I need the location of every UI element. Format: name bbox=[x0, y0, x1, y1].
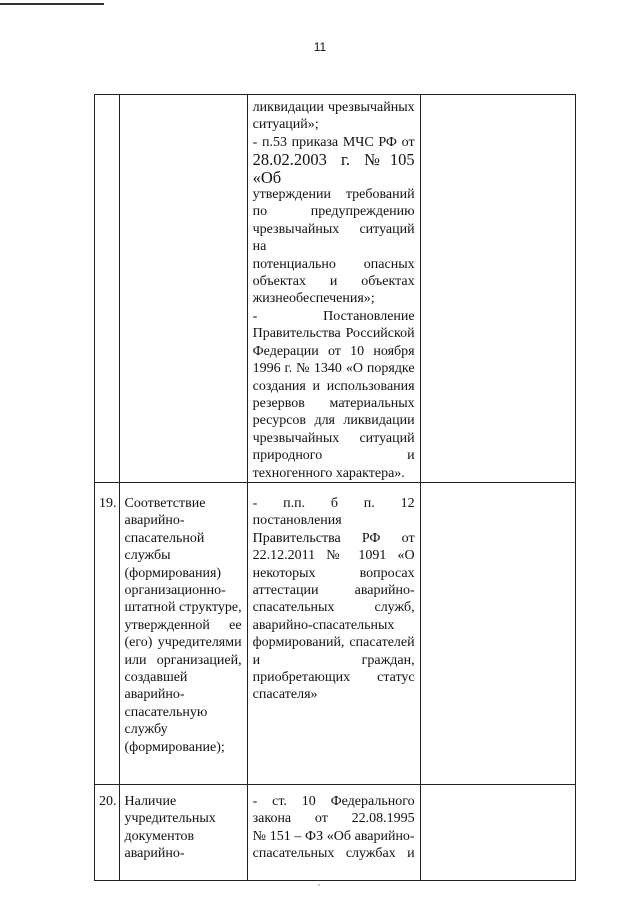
note-cell bbox=[420, 95, 575, 483]
requirement-cell bbox=[119, 784, 247, 880]
reference-line: спасательных служб, bbox=[252, 600, 415, 616]
requirement-line: (формирование); bbox=[124, 739, 225, 755]
reference-line: резервов материальных bbox=[252, 395, 415, 411]
reference-line: - п.53 приказа МЧС РФ от bbox=[252, 134, 415, 150]
page-number: 11 bbox=[313, 40, 327, 54]
requirement-line: учредительных bbox=[124, 811, 216, 827]
reference-line: некоторых вопросах bbox=[252, 565, 415, 581]
note-cell bbox=[420, 784, 575, 880]
reference-line: формирований, спасателей bbox=[252, 635, 415, 651]
reference-line: ситуаций»; bbox=[252, 117, 319, 133]
requirement-line: штатной структуре, bbox=[124, 600, 242, 616]
reference-line: Правительства РФ от bbox=[252, 530, 415, 546]
requirement-line: (формирования) bbox=[124, 565, 222, 581]
reference-line: аварийно-спасательных bbox=[252, 617, 395, 633]
reference-line: приобретающих статус bbox=[252, 670, 415, 685]
reference-line: утверждении требований bbox=[252, 187, 415, 203]
requirement-line: службу bbox=[124, 722, 168, 738]
reference-line: спасателя» bbox=[252, 687, 318, 703]
corner-mark bbox=[0, 3, 104, 5]
reference-line: природного и bbox=[252, 448, 415, 464]
requirement-line: создавшей bbox=[124, 670, 188, 685]
requirement-line: Соответствие bbox=[124, 495, 206, 511]
reference-line: чрезвычайных ситуаций на bbox=[252, 221, 415, 255]
requirement-line: спасательной bbox=[124, 530, 205, 546]
reference-line: по предупреждению bbox=[252, 204, 415, 220]
reference-line: и граждан, bbox=[252, 652, 415, 668]
row-number-cell: 20. bbox=[95, 784, 120, 880]
requirement-line: службы bbox=[124, 548, 171, 564]
requirement-line: аварийно- bbox=[124, 846, 185, 862]
requirement-line: (его) учредителями bbox=[124, 635, 242, 651]
reference-line: создания и использования bbox=[252, 378, 415, 394]
requirement-line: аварийно- bbox=[124, 513, 185, 529]
requirement-cell bbox=[119, 95, 247, 483]
requirement-line: Наличие bbox=[124, 793, 177, 809]
reference-line: 1996 г. № 1340 «О порядке bbox=[252, 361, 415, 377]
requirement-line: спасательную bbox=[124, 704, 208, 720]
reference-line: ликвидации чрезвычайных bbox=[252, 100, 415, 115]
reference-line: - ст. 10 Федерального bbox=[252, 793, 415, 809]
reference-line: жизнеобеспечения»; bbox=[252, 291, 375, 307]
reference-line: техногенного характера». bbox=[252, 465, 405, 481]
requirement-cell bbox=[119, 482, 247, 784]
note-cell bbox=[420, 482, 575, 784]
reference-cell bbox=[247, 784, 420, 880]
reference-line: аттестации аварийно- bbox=[252, 582, 415, 598]
requirement-line: организационно- bbox=[124, 582, 226, 598]
reference-line: Федерации от 10 ноября bbox=[252, 343, 415, 359]
requirement-line: документов bbox=[124, 828, 195, 844]
reference-line: - п.п. б п. 12 bbox=[252, 495, 415, 511]
reference-line: 28.02.2003 г. №105 «Об bbox=[252, 150, 415, 187]
requirements-table bbox=[94, 94, 576, 881]
scan-speck bbox=[318, 884, 320, 886]
reference-line: - Постановление bbox=[252, 308, 415, 324]
table-row bbox=[95, 784, 576, 880]
reference-line: закона от 22.08.1995 bbox=[252, 811, 415, 827]
reference-line: № 151 – ФЗ «Об аварийно- bbox=[252, 828, 415, 844]
reference-line: спасательных службах и bbox=[252, 846, 415, 862]
reference-line: 22.12.2011 № 1091 «О bbox=[252, 548, 415, 564]
reference-line: потенциально опасных bbox=[252, 256, 415, 272]
row-number-cell bbox=[95, 95, 120, 483]
reference-line: чрезвычайных ситуаций bbox=[252, 430, 415, 446]
row-number-cell: 19. bbox=[95, 482, 120, 784]
table-row bbox=[95, 482, 576, 784]
requirement-line: утвержденной ее bbox=[124, 617, 242, 633]
reference-line: объектах и объектах bbox=[252, 274, 415, 290]
reference-cell bbox=[247, 482, 420, 784]
reference-cell bbox=[247, 95, 420, 483]
requirement-line: или организацией, bbox=[124, 652, 242, 668]
reference-line: Правительства Российской bbox=[252, 326, 415, 342]
reference-line: ресурсов для ликвидации bbox=[252, 413, 415, 429]
reference-line: постановления bbox=[252, 513, 342, 529]
table-row bbox=[95, 95, 576, 483]
requirement-line: аварийно- bbox=[124, 687, 185, 703]
